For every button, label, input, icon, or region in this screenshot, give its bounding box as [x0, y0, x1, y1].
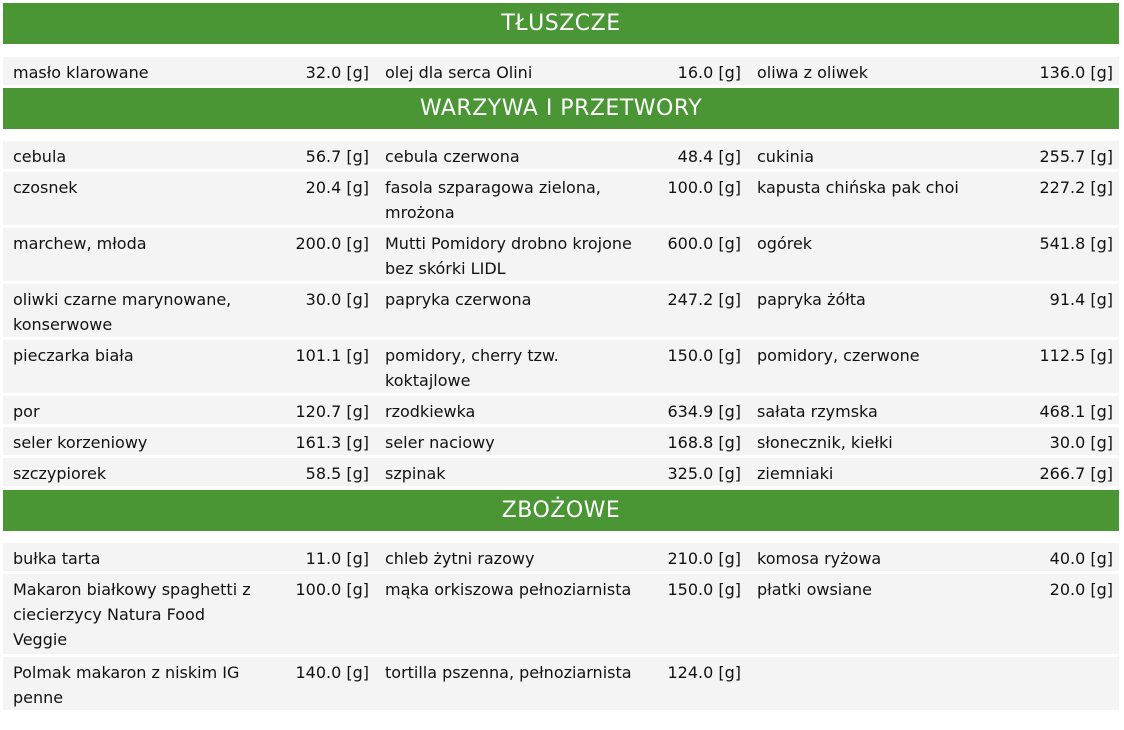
item-name: seler korzeniowy — [13, 433, 148, 452]
item-quantity: 91.4 [g] — [1049, 290, 1113, 309]
item-name: słonecznik, kiełki — [757, 433, 893, 452]
item-quantity: 48.4 [g] — [677, 147, 741, 166]
item-quantity: 600.0 [g] — [667, 234, 741, 253]
item-name: ziemniaki — [757, 464, 834, 483]
item-quantity: 100.0 [g] — [295, 580, 369, 599]
item-name: Makaron białkowy spaghetti z ciecierzycy Natura Food Veggie — [13, 580, 251, 649]
item-name: mąka orkiszowa pełnoziarnista — [385, 580, 632, 599]
item-quantity: 40.0 [g] — [1049, 549, 1113, 568]
item-quantity: 136.0 [g] — [1039, 63, 1113, 82]
table-row — [3, 141, 1119, 169]
table-row — [3, 657, 1119, 710]
item-name: oliwa z oliwek — [757, 63, 869, 82]
item-quantity: 325.0 [g] — [667, 464, 741, 483]
table-row — [3, 543, 1119, 571]
item-name: Polmak makaron z niskim IG penne — [13, 663, 240, 707]
item-name: sałata rzymska — [757, 402, 878, 421]
item-name: fasola szparagowa zielona, mrożona — [385, 178, 601, 222]
section-header: ZBOŻOWE — [3, 490, 1119, 531]
item-name: czosnek — [13, 178, 78, 197]
item-name: papryka żółta — [757, 290, 866, 309]
item-quantity: 30.0 [g] — [305, 290, 369, 309]
item-name: pieczarka biała — [13, 346, 134, 365]
item-name: olej dla serca Olini — [385, 63, 533, 82]
item-quantity: 11.0 [g] — [305, 549, 369, 568]
item-quantity: 140.0 [g] — [295, 663, 369, 682]
item-name: tortilla pszenna, pełnoziarnista — [385, 663, 632, 682]
item-quantity: 32.0 [g] — [305, 63, 369, 82]
table-row — [3, 228, 1119, 281]
item-name: kapusta chińska pak choi — [757, 178, 959, 197]
table-row — [3, 458, 1119, 486]
item-name: szpinak — [385, 464, 446, 483]
table-row — [3, 427, 1119, 455]
item-quantity: 227.2 [g] — [1039, 178, 1113, 197]
item-quantity: 100.0 [g] — [667, 178, 741, 197]
item-quantity: 168.8 [g] — [667, 433, 741, 452]
item-name: seler naciowy — [385, 433, 495, 452]
item-quantity: 161.3 [g] — [295, 433, 369, 452]
item-quantity: 20.4 [g] — [305, 178, 369, 197]
item-quantity: 468.1 [g] — [1039, 402, 1113, 421]
table-row — [3, 574, 1119, 654]
item-name: bułka tarta — [13, 549, 101, 568]
item-quantity: 101.1 [g] — [295, 346, 369, 365]
item-name: cebula — [13, 147, 67, 166]
item-quantity: 634.9 [g] — [667, 402, 741, 421]
table-row — [3, 57, 1119, 85]
item-name: cebula czerwona — [385, 147, 520, 166]
item-quantity: 112.5 [g] — [1039, 346, 1113, 365]
item-name: Mutti Pomidory drobno krojone bez skórki LIDL — [385, 234, 632, 278]
item-quantity: 266.7 [g] — [1039, 464, 1113, 483]
item-quantity: 30.0 [g] — [1049, 433, 1113, 452]
table-row — [3, 284, 1119, 337]
item-quantity: 150.0 [g] — [667, 346, 741, 365]
item-name: pomidory, cherry tzw. koktajlowe — [385, 346, 559, 390]
item-quantity: 255.7 [g] — [1039, 147, 1113, 166]
item-name: szczypiorek — [13, 464, 107, 483]
item-name: chleb żytni razowy — [385, 549, 535, 568]
item-name: papryka czerwona — [385, 290, 532, 309]
item-name: rzodkiewka — [385, 402, 476, 421]
item-quantity: 124.0 [g] — [667, 663, 741, 682]
item-quantity: 20.0 [g] — [1049, 580, 1113, 599]
item-quantity: 541.8 [g] — [1039, 234, 1113, 253]
section-header: TŁUSZCZE — [3, 3, 1119, 44]
item-name: pomidory, czerwone — [757, 346, 920, 365]
item-name: cukinia — [757, 147, 815, 166]
item-quantity: 150.0 [g] — [667, 580, 741, 599]
item-name: masło klarowane — [13, 63, 149, 82]
item-name: marchew, młoda — [13, 234, 147, 253]
item-quantity: 16.0 [g] — [677, 63, 741, 82]
item-quantity: 120.7 [g] — [295, 402, 369, 421]
item-name: płatki owsiane — [757, 580, 873, 599]
section-header: WARZYWA I PRZETWORY — [3, 88, 1119, 129]
item-quantity: 210.0 [g] — [667, 549, 741, 568]
item-name: komosa ryżowa — [757, 549, 882, 568]
item-quantity: 247.2 [g] — [667, 290, 741, 309]
table-row — [3, 340, 1119, 393]
item-name: ogórek — [757, 234, 813, 253]
table-row — [3, 172, 1119, 225]
item-name: oliwki czarne marynowane, konserwowe — [13, 290, 232, 334]
item-quantity: 200.0 [g] — [295, 234, 369, 253]
item-name: por — [13, 402, 40, 421]
item-quantity: 58.5 [g] — [305, 464, 369, 483]
item-quantity: 56.7 [g] — [305, 147, 369, 166]
table-row — [3, 396, 1119, 424]
